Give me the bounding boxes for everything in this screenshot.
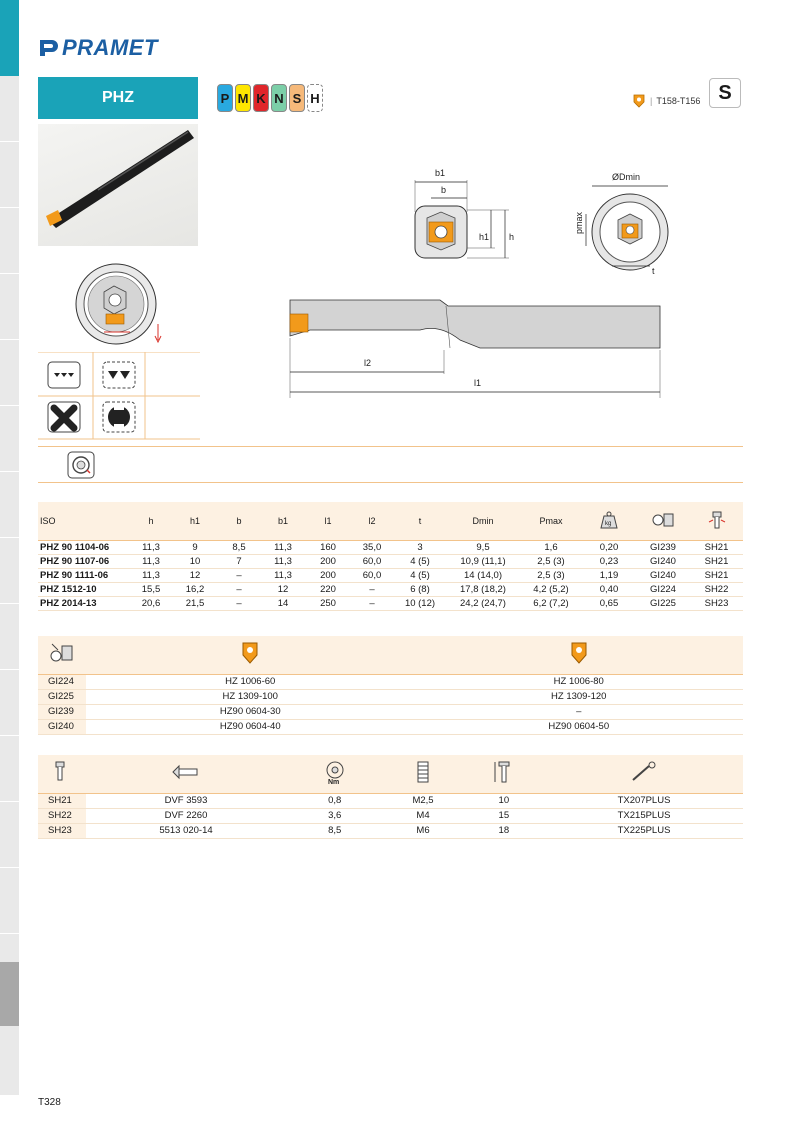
table-cell: 3 [394, 540, 446, 554]
table-cell: HZ90 0604-30 [86, 704, 415, 719]
table-cell: GI240 [636, 568, 690, 582]
product-table [38, 502, 743, 611]
table-cell: 35,0 [350, 540, 394, 554]
table-cell: 2,5 (3) [520, 554, 582, 568]
screw-icon [48, 760, 72, 784]
weight-icon [599, 510, 619, 530]
table-row [38, 554, 743, 568]
col-weight [582, 502, 636, 540]
table-cell: 4 (5) [394, 554, 446, 568]
table-cell: – [415, 704, 744, 719]
table-cell: 0,8 [286, 793, 383, 808]
bore-view-diagram [74, 262, 164, 348]
col-thread [383, 755, 462, 793]
side-view-drawing [280, 294, 670, 398]
table-cell: 15 [463, 808, 545, 823]
table-row [38, 582, 743, 596]
table-cell: PHZ 1512-10 [38, 582, 130, 596]
clamp-icon [48, 640, 74, 666]
table-row [38, 823, 743, 838]
section-tab-active [0, 0, 19, 76]
table-cell: 17,8 (18,2) [446, 582, 520, 596]
table-cell: 6 (8) [394, 582, 446, 596]
table-cell: HZ 1309-120 [415, 689, 744, 704]
col-pmax: Pmax [520, 502, 582, 540]
col-iso: ISO [38, 502, 130, 540]
table-cell: 4 (5) [394, 568, 446, 582]
table-cell: GI224 [636, 582, 690, 596]
table-cell: PHZ 2014-13 [38, 596, 130, 610]
table-cell: GI240 [636, 554, 690, 568]
table-cell: TX207PLUS [545, 793, 743, 808]
thread-icon [415, 760, 431, 784]
pramet-logo-icon [38, 38, 58, 58]
screw-icon [705, 510, 729, 530]
table-cell: 9 [172, 540, 218, 554]
table-cell: 10 (12) [394, 596, 446, 610]
table-header [38, 502, 743, 540]
table-header [38, 636, 743, 674]
table-cell: 5513 020-14 [86, 823, 286, 838]
table-row [38, 719, 743, 734]
table-cell: 0,40 [582, 582, 636, 596]
table-cell: 200 [306, 554, 350, 568]
table-row [38, 674, 743, 689]
material-badge-h: H [307, 84, 323, 112]
label-l1: l1 [474, 378, 482, 388]
table-header [38, 755, 743, 793]
insert-icon [569, 640, 589, 666]
table-cell: SH22 [690, 582, 743, 596]
clamp-icon [651, 510, 675, 530]
table-cell: SH21 [690, 554, 743, 568]
table-cell: – [218, 568, 260, 582]
screw-table [38, 755, 743, 839]
insert-table [38, 636, 743, 735]
table-cell: 8,5 [286, 823, 383, 838]
table-row [38, 808, 743, 823]
table-cell: HZ 1309-100 [86, 689, 415, 704]
table-cell: GI224 [38, 674, 86, 689]
material-group-letter: S [718, 81, 732, 104]
table-cell: 0,23 [582, 554, 636, 568]
divider [38, 482, 743, 483]
col-screw-code [86, 755, 286, 793]
table-cell: – [350, 596, 394, 610]
label-b: b [441, 185, 447, 195]
table-cell: 60,0 [350, 554, 394, 568]
screw-side-icon [171, 760, 201, 784]
table-cell: 2,5 (3) [520, 568, 582, 582]
divider [38, 446, 743, 447]
material-group-badge [709, 78, 741, 108]
table-cell: 10 [172, 554, 218, 568]
table-cell: SH23 [690, 596, 743, 610]
table-cell: GI225 [636, 596, 690, 610]
table-cell: PHZ 90 1104-06 [38, 540, 130, 554]
col-dmin: Dmin [446, 502, 520, 540]
product-title [38, 77, 198, 119]
table-cell: 24,2 (24,7) [446, 596, 520, 610]
table-cell: 11,3 [260, 554, 306, 568]
page-edge-tabs [0, 0, 19, 1095]
table-row [38, 540, 743, 554]
table-cell: 9,5 [446, 540, 520, 554]
table-cell: SH23 [38, 823, 86, 838]
product-photo [38, 124, 198, 246]
label-dmin: ØDmin [612, 172, 641, 182]
screw-length-icon [493, 760, 515, 784]
table-row [38, 689, 743, 704]
material-badge-m: M [235, 84, 251, 112]
col-l2: l2 [350, 502, 394, 540]
table-cell: SH21 [690, 568, 743, 582]
col-insert-a [86, 636, 415, 674]
col-key [545, 755, 743, 793]
torque-icon [322, 759, 348, 785]
table-cell: HZ90 0604-40 [86, 719, 415, 734]
label-b1: b1 [435, 168, 446, 178]
table-row [38, 568, 743, 582]
table-cell: GI239 [636, 540, 690, 554]
table-row [38, 596, 743, 610]
table-cell: SH21 [38, 793, 86, 808]
table-cell: GI225 [38, 689, 86, 704]
table-cell: 12 [172, 568, 218, 582]
col-clamp [38, 636, 86, 674]
application-symbols-grid [38, 352, 200, 440]
product-code: PHZ [102, 89, 134, 106]
material-badge-n: N [271, 84, 287, 112]
table-cell: – [350, 582, 394, 596]
wrench-icon [629, 760, 659, 784]
label-pmax: pmax [574, 211, 584, 234]
table-cell: HZ90 0604-50 [415, 719, 744, 734]
col-b1: b1 [260, 502, 306, 540]
table-cell: 6,2 (7,2) [520, 596, 582, 610]
table-cell: 16,2 [172, 582, 218, 596]
coolant-symbol-icon [66, 450, 96, 480]
table-cell: TX215PLUS [545, 808, 743, 823]
table-cell: 0,65 [582, 596, 636, 610]
label-l2: l2 [364, 358, 372, 368]
torque-unit: Nm [327, 779, 339, 786]
front-view-drawing [405, 160, 525, 270]
table-cell: SH21 [690, 540, 743, 554]
col-t: t [394, 502, 446, 540]
col-screw-id [38, 755, 86, 793]
table-cell: PHZ 90 1111-06 [38, 568, 130, 582]
col-clamp [636, 502, 690, 540]
table-cell: 18 [463, 823, 545, 838]
col-torque [286, 755, 383, 793]
table-cell: HZ 1006-80 [415, 674, 744, 689]
table-cell: 7 [218, 554, 260, 568]
brand-logo [38, 36, 158, 60]
reference-pages: | T158-T156 [632, 93, 700, 109]
table-cell: 10 [463, 793, 545, 808]
table-cell: 14 (14,0) [446, 568, 520, 582]
brand-name: PRAMET [62, 35, 158, 60]
table-cell: 10,9 (11,1) [446, 554, 520, 568]
table-cell: 60,0 [350, 568, 394, 582]
label-h1: h1 [479, 232, 490, 242]
table-cell: DVF 3593 [86, 793, 286, 808]
page-number: T328 [38, 1097, 61, 1108]
material-badge-p: P [217, 84, 233, 112]
table-cell: 1,6 [520, 540, 582, 554]
label-h: h [509, 232, 515, 242]
table-cell: PHZ 90 1107-06 [38, 554, 130, 568]
table-row [38, 793, 743, 808]
col-b: b [218, 502, 260, 540]
table-cell: TX225PLUS [545, 823, 743, 838]
table-cell: GI240 [38, 719, 86, 734]
table-cell: 15,5 [130, 582, 172, 596]
table-cell: M6 [383, 823, 462, 838]
table-cell: 0,20 [582, 540, 636, 554]
table-cell: – [218, 582, 260, 596]
col-h1: h1 [172, 502, 218, 540]
table-cell: 8,5 [218, 540, 260, 554]
bore-dimension-drawing [572, 166, 682, 278]
table-cell: 200 [306, 568, 350, 582]
table-cell: 11,3 [130, 568, 172, 582]
table-cell: 11,3 [260, 568, 306, 582]
material-badge-s: S [289, 84, 305, 112]
table-cell: 12 [260, 582, 306, 596]
col-h: h [130, 502, 172, 540]
table-cell: 11,3 [260, 540, 306, 554]
weight-unit: kg [605, 520, 612, 527]
col-insert-b [415, 636, 744, 674]
label-t: t [652, 266, 655, 276]
table-cell: HZ 1006-60 [86, 674, 415, 689]
table-cell: 11,3 [130, 540, 172, 554]
table-cell: M2,5 [383, 793, 462, 808]
col-length [463, 755, 545, 793]
table-cell: 1,19 [582, 568, 636, 582]
table-cell: GI239 [38, 704, 86, 719]
table-cell: 160 [306, 540, 350, 554]
material-badges [217, 84, 323, 112]
table-cell: – [218, 596, 260, 610]
table-cell: M4 [383, 808, 462, 823]
table-cell: 14 [260, 596, 306, 610]
insert-icon [240, 640, 260, 666]
col-screw [690, 502, 743, 540]
table-row [38, 704, 743, 719]
insert-icon [632, 93, 646, 109]
table-cell: 250 [306, 596, 350, 610]
table-cell: 11,3 [130, 554, 172, 568]
table-cell: 220 [306, 582, 350, 596]
table-cell: 4,2 (5,2) [520, 582, 582, 596]
table-cell: DVF 2260 [86, 808, 286, 823]
col-l1: l1 [306, 502, 350, 540]
material-badge-k: K [253, 84, 269, 112]
table-cell: 20,6 [130, 596, 172, 610]
table-cell: SH22 [38, 808, 86, 823]
table-cell: 21,5 [172, 596, 218, 610]
reference-pages-text: T158-T156 [656, 96, 701, 106]
table-cell: 3,6 [286, 808, 383, 823]
section-tab-marker [0, 962, 19, 1026]
